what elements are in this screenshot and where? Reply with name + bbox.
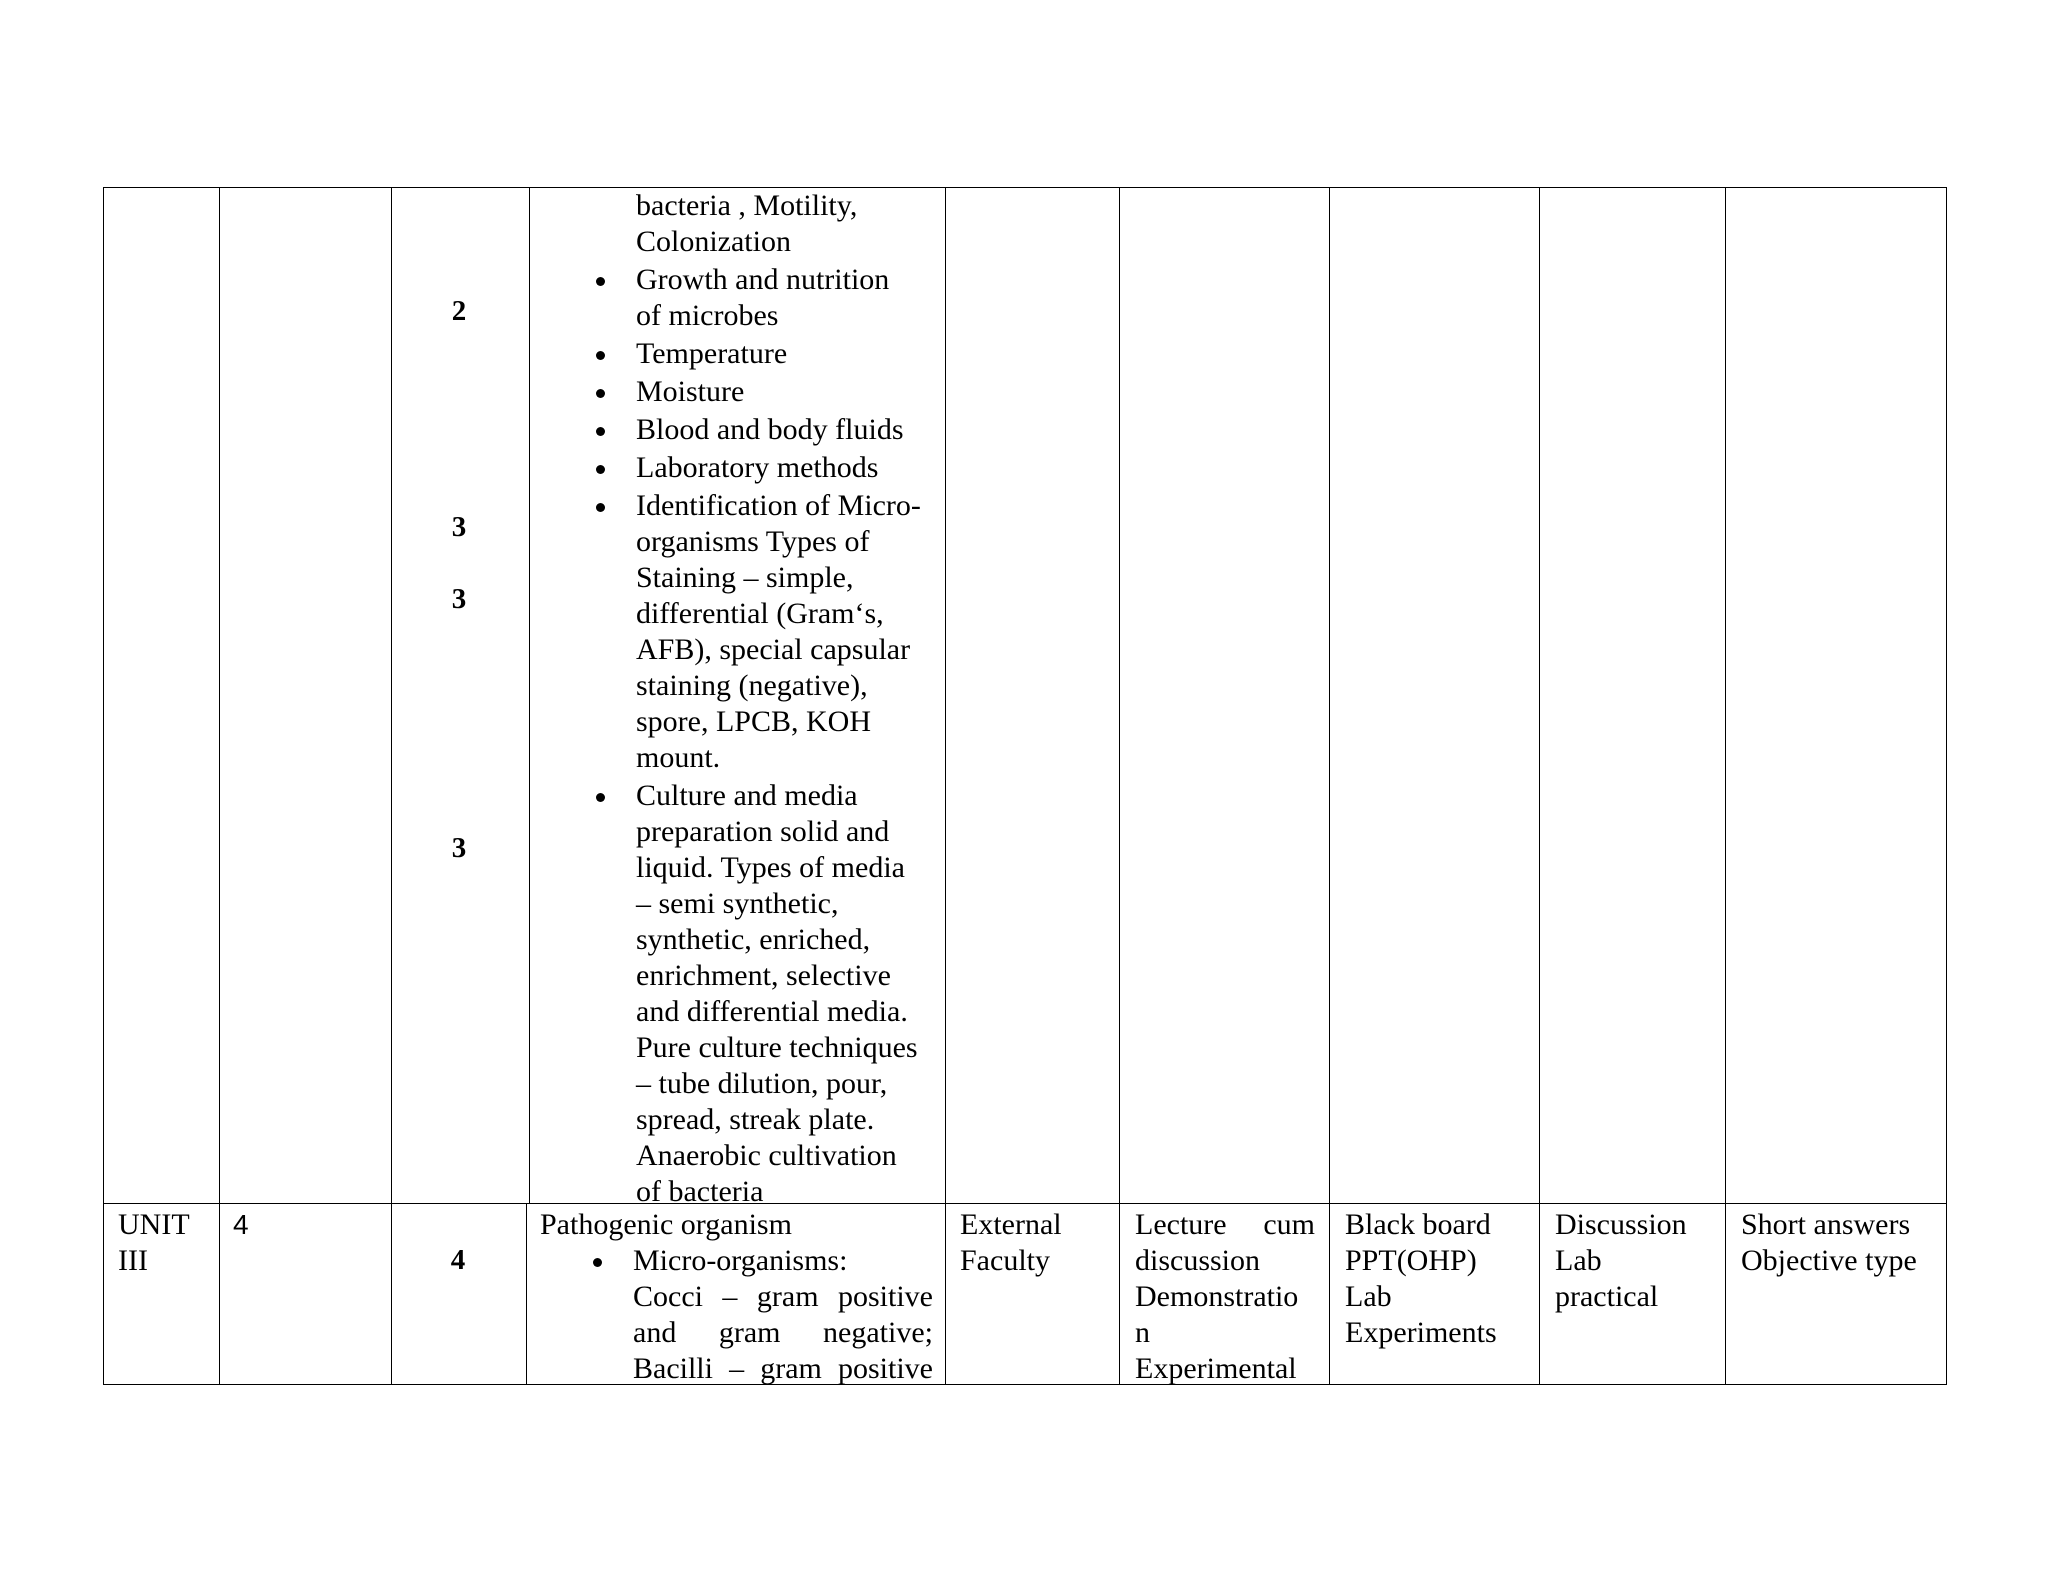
evaluation-cell: Short answers Objective type [1741,1208,1917,1277]
unit-label: UNIT [118,1208,190,1241]
col-divider [1119,187,1120,1385]
col-divider [526,1204,527,1385]
col-divider [219,187,220,1385]
content-line: bacteria , Motility, [636,189,858,222]
bullet-icon [593,1258,602,1267]
hours-value: 3 [451,832,467,864]
av-aids-cell: Black board PPT(OHP) Lab Experiments [1345,1208,1497,1349]
unit-number: III [118,1244,148,1277]
content-line: Bacilli – gram positive [633,1352,933,1385]
content-bullet-list [636,262,921,1210]
teaching-method-cell: Lecture cum discussion Demonstratio n Experimental [1135,1208,1315,1385]
list-item: Culture and media preparation solid and liquid. Types of media – semi synthetic, synthetic, enriched, enrichment, selective and differential media. Pure culture techniques – tube dilution, pour, spread, streak plate. Anaerobic cultivation of bacteria [636,778,921,1210]
bullet-icon [596,351,605,360]
list-item: Identification of Micro- organisms Types of Staining – simple, differential (Gram‘s, AFB), special capsular staining (negative), spore, LPCB, KOH mount. [636,488,921,776]
list-item: Blood and body fluids [636,412,921,448]
bullet-icon [596,465,605,474]
activities-cell: Discussion Lab practical [1555,1208,1687,1313]
col-divider [1539,187,1540,1385]
list-item: Growth and nutrition of microbes [636,262,921,334]
bullet-icon [596,389,605,398]
content-cell [540,1207,792,1243]
hours-value: 3 [451,583,467,615]
col-divider [529,187,530,1204]
col-divider [1725,187,1726,1385]
bullet-icon [596,793,605,802]
content-line: Micro-organisms: [633,1244,848,1277]
hours-value: 3 [451,511,467,543]
content-line: Colonization [636,225,791,258]
syllabus-table [103,187,1947,1385]
content-cell [636,188,921,1210]
content-title: Pathogenic organism [540,1208,792,1241]
bullet-icon [596,503,605,512]
bullet-icon [596,277,605,286]
list-item: Moisture [636,374,921,410]
total-hours-value: 4 [233,1209,249,1240]
content-bullet-list [633,1243,933,1387]
list-item: Laboratory methods [636,450,921,486]
col-divider [391,187,392,1385]
content-line: Cocci – gram positive [633,1280,933,1313]
row-divider [103,1203,1947,1204]
unit-cell [118,1207,190,1279]
faculty-cell: External Faculty [960,1208,1062,1277]
hours-value: 2 [451,295,467,327]
col-divider [1329,187,1330,1385]
bullet-icon [596,427,605,436]
list-item: Temperature [636,336,921,372]
hours-value: 4 [450,1244,466,1276]
content-line: and gram negative; [633,1316,933,1349]
col-divider [945,187,946,1385]
